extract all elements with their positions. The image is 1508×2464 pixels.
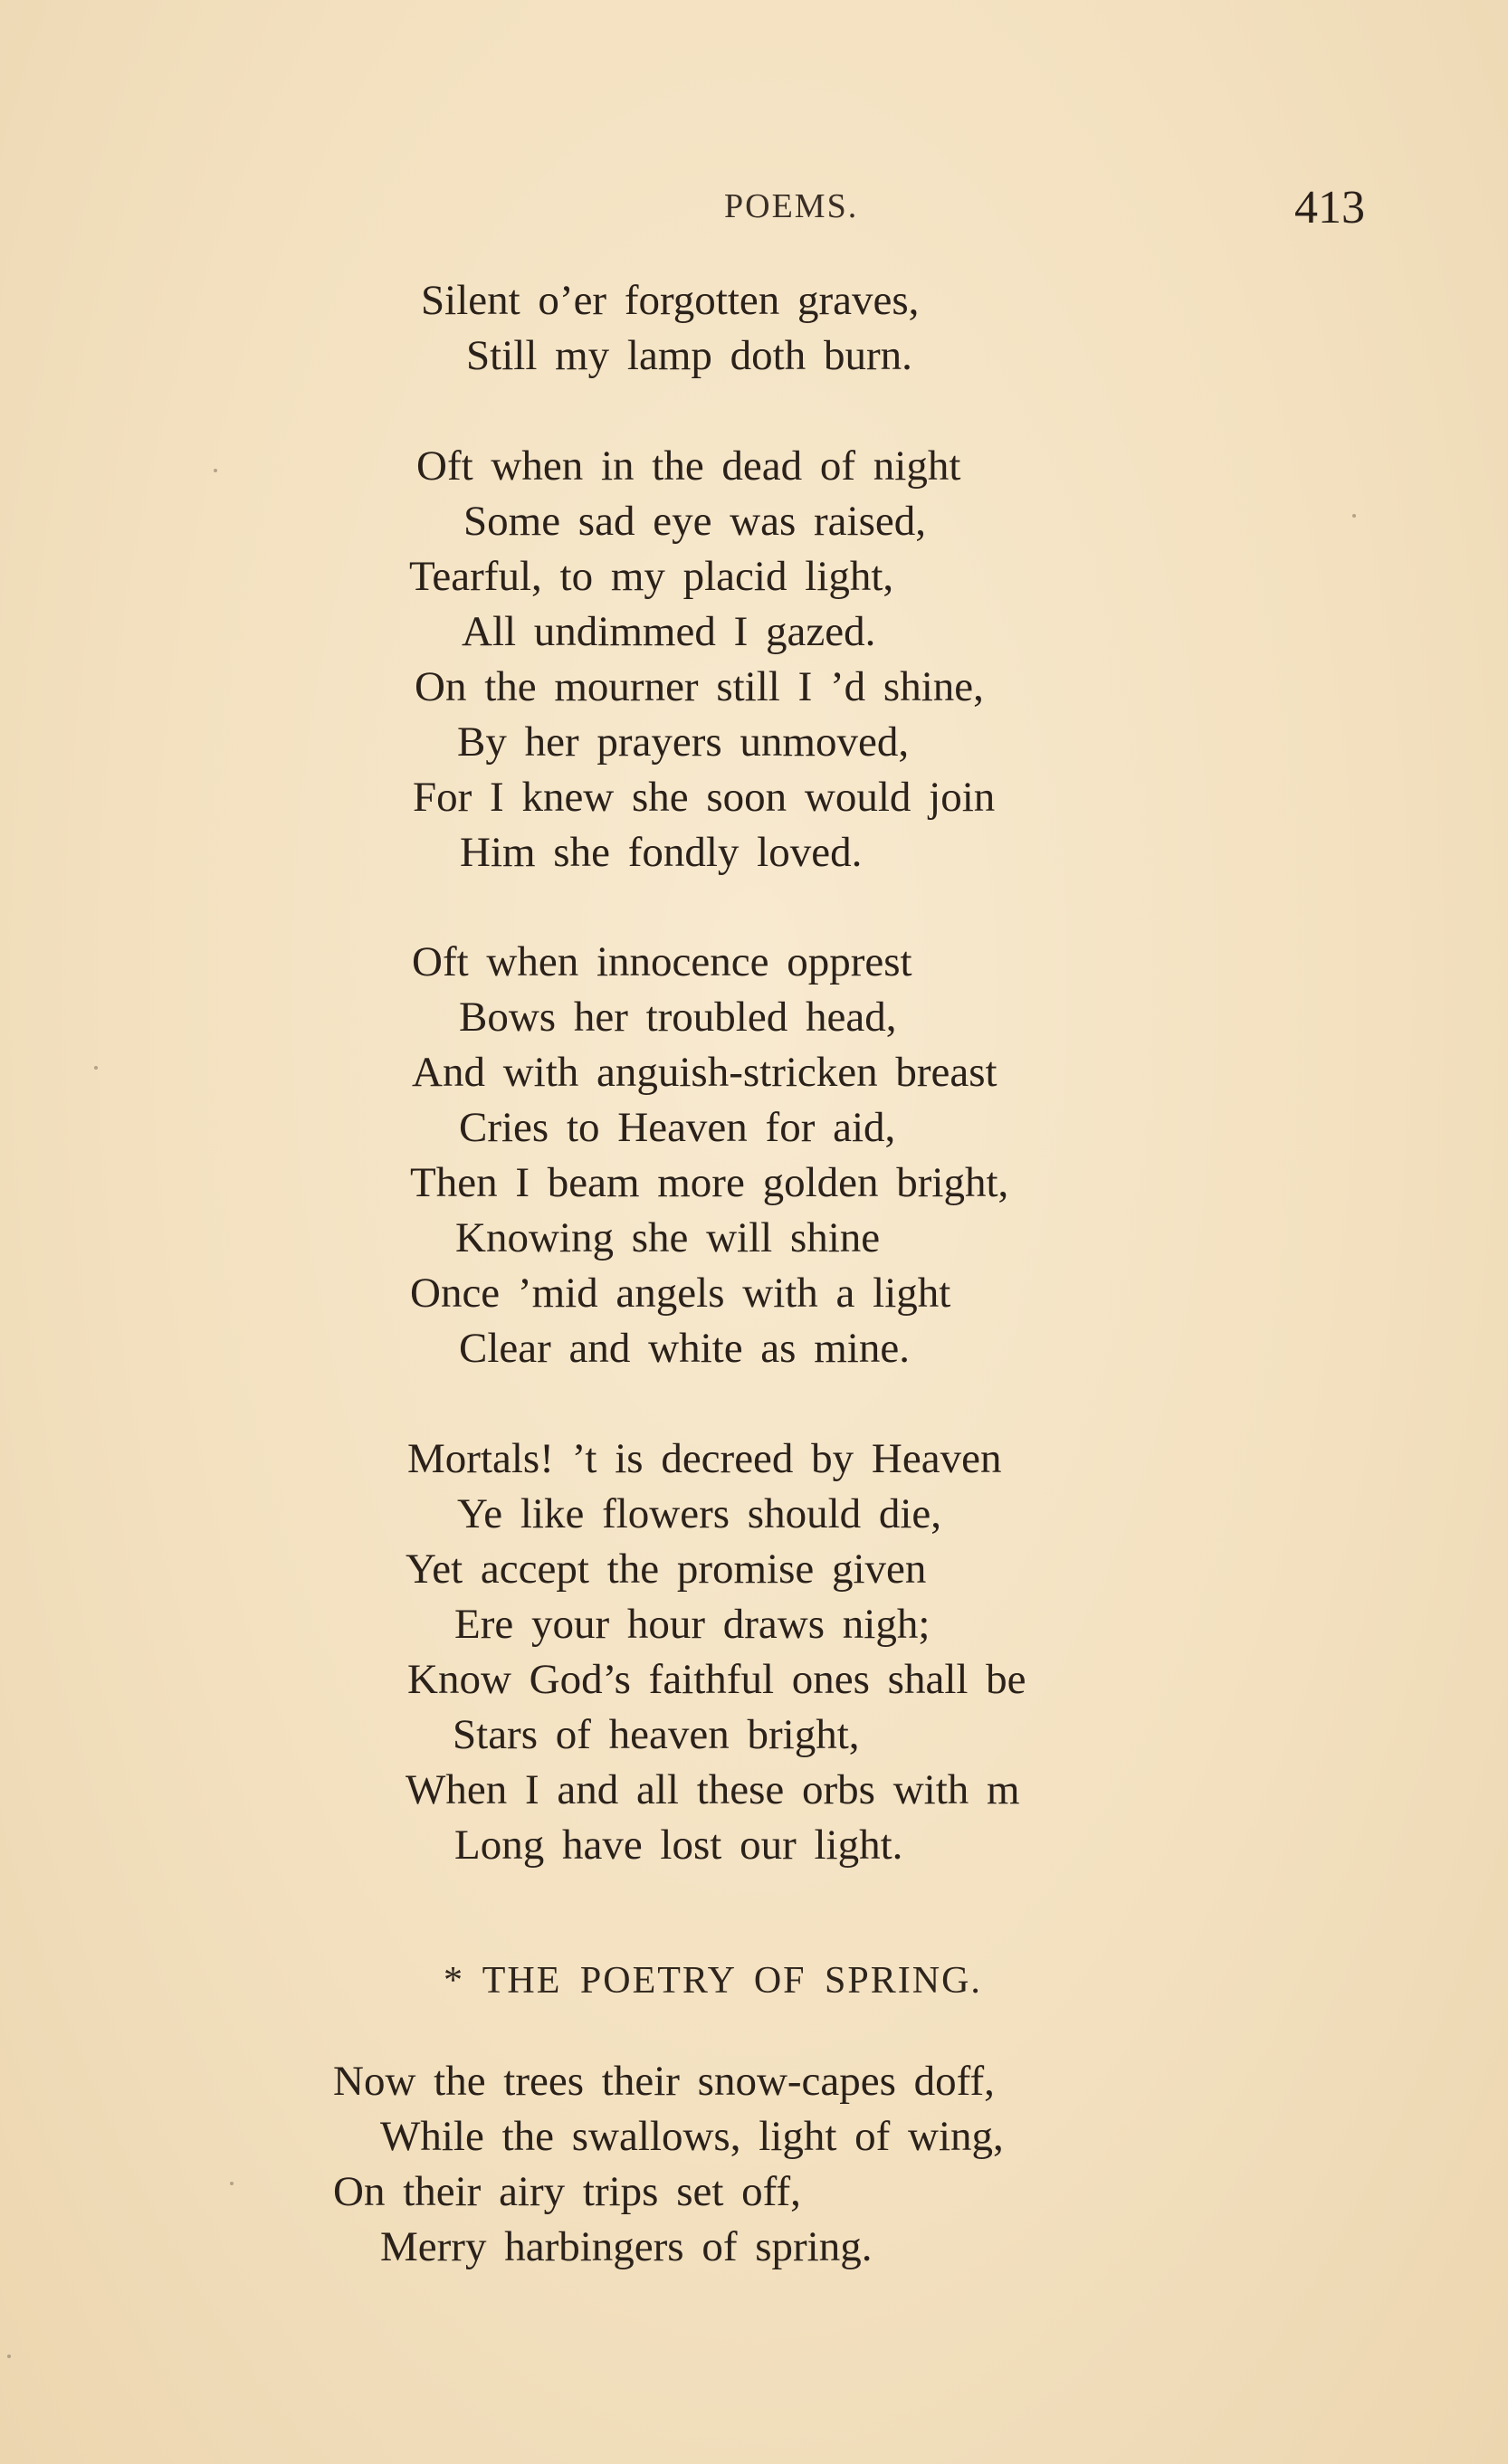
page-number: 413 [1294,182,1365,233]
paper-speck [7,2355,11,2358]
running-title: POEMS. [724,187,859,225]
poem-line: For I knew she soon would join [413,774,996,821]
poem-line: Long have lost our light. [454,1822,903,1869]
poem-line: And with anguish-stricken breast [412,1049,997,1096]
poem-line: Now the trees their snow-capes doff, [333,2058,995,2105]
poem-line: Then I beam more golden bright, [410,1159,1009,1206]
poem-line: On their airy trips set off, [333,2168,801,2215]
poem-line: Know God’s faithful ones shall be [407,1656,1026,1703]
poem-line: Ere your hour draws nigh; [454,1601,931,1648]
paper-speck [214,469,217,472]
poem-line: Mortals! ’t is decreed by Heaven [407,1435,1002,1482]
poem-line: Once ’mid angels with a light [410,1270,951,1317]
poem-line: Him she fondly loved. [460,829,863,876]
paper-speck [94,1066,98,1070]
poem-line: Stars of heaven bright, [453,1711,860,1758]
poem-line: By her prayers unmoved, [457,718,910,766]
poem-line: Silent o’er forgotten graves, [421,277,920,324]
poem-line: When I and all these orbs with m [406,1766,1020,1813]
poem-line: Clear and white as mine. [459,1325,910,1372]
poem-line: All undimmed I gazed. [462,608,876,655]
poem-line: Knowing she will shine [455,1214,881,1261]
paper-speck [230,2182,234,2185]
poem-line: Oft when innocence opprest [412,938,912,985]
poem-line: Yet accept the promise given [406,1546,927,1593]
paper-speck [1352,514,1356,518]
poem-line: Ye like flowers should die, [457,1490,942,1537]
running-head [0,181,1508,235]
poem-line: Cries to Heaven for aid, [459,1104,896,1151]
poem-line: Tearful, to my placid light, [409,553,894,600]
poem-line: While the swallows, light of wing, [380,2113,1004,2160]
poem-line: Some sad eye was raised, [463,498,926,545]
poem-title: * THE POETRY OF SPRING. [444,1960,982,2002]
poem-line: Bows her troubled head, [459,994,897,1041]
poem-line: On the mourner still I ’d shine, [415,663,984,710]
poem-line: Oft when in the dead of night [416,442,961,490]
poem-line: Still my lamp doth burn. [466,332,912,379]
poem-line: Merry harbingers of spring. [380,2223,873,2270]
